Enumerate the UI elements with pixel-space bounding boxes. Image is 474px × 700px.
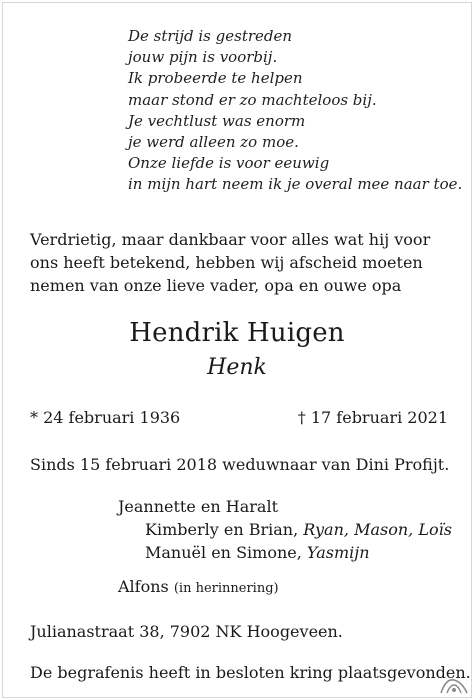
poem-line: jouw pijn is voorbij. [128, 48, 278, 67]
intro-text [30, 228, 450, 297]
address: Julianastraat 38, 7902 NK Hoogeveen. [30, 622, 343, 641]
publisher-logo-icon [438, 674, 470, 696]
poem-line: De strijd is gestreden [128, 27, 293, 45]
deceased-name: Hendrik Huigen [129, 318, 345, 348]
death-date: † 17 februari 2021 [297, 408, 448, 427]
family-name: Manuël en Simone, [145, 543, 307, 562]
grandchildren: Yasmijn [306, 543, 370, 562]
poem [128, 26, 462, 196]
widower-line: Sinds 15 februari 2018 weduwnaar van Dini Profijt. [30, 455, 450, 474]
poem-line: Ik probeerde te helpen [128, 69, 303, 88]
family-line [118, 497, 278, 516]
family-line [118, 577, 279, 596]
poem-line: Onze liefde is voor eeuwig [128, 154, 330, 173]
memorial-note: (in herinnering) [173, 581, 279, 596]
funeral-notice: De begrafenis heeft in besloten kring plaatsgevonden. [30, 663, 471, 682]
poem-line: in mijn hart neem ik je overal mee naar toe. [128, 175, 463, 194]
intro-line: ons heeft betekend, hebben wij afscheid moeten [30, 253, 423, 272]
family-name: Kimberly en Brian, [145, 520, 304, 539]
poem-line: maar stond er zo machteloos bij. [128, 90, 377, 109]
grandchildren: Ryan, Mason, Loïs [303, 520, 452, 539]
family-name: Alfons [118, 577, 169, 596]
family-line [145, 543, 370, 562]
family-name: Jeannette en Haralt [118, 497, 278, 516]
intro-line: Verdrietig, maar dankbaar voor alles wat hij voor [30, 230, 431, 249]
deceased-nickname: Henk [207, 355, 267, 380]
poem-line: je werd alleen zo moe. [128, 133, 299, 152]
birth-date: * 24 februari 1936 [30, 408, 181, 427]
intro-line: nemen van onze lieve vader, opa en ouwe opa [30, 276, 402, 295]
family-line [145, 520, 452, 539]
poem-line: Je vechtlust was enorm [128, 111, 306, 130]
